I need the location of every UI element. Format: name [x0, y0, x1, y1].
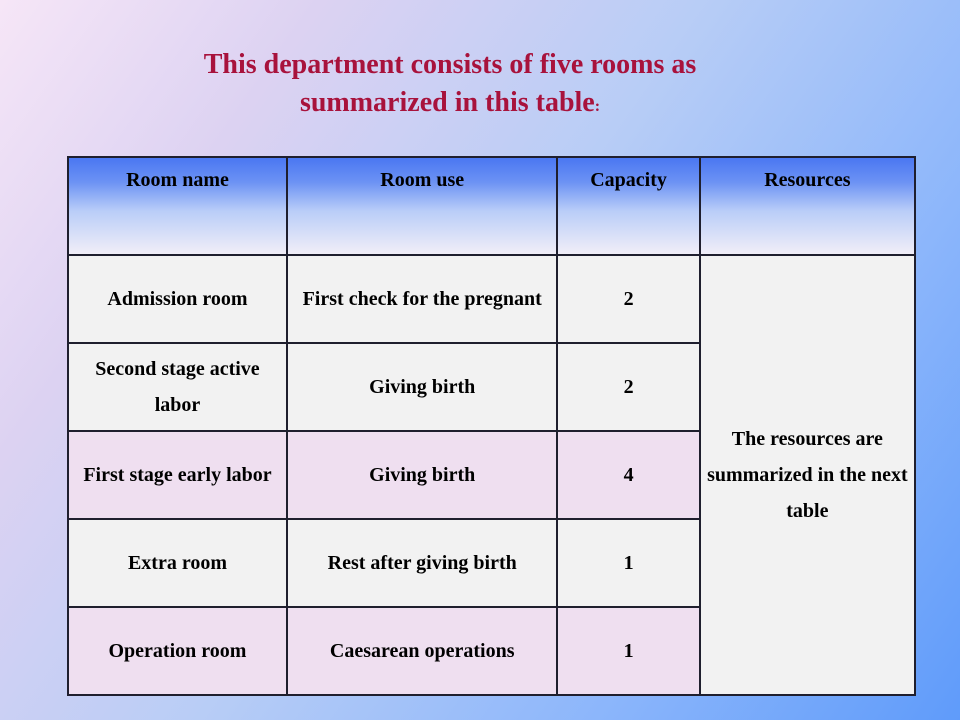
title-line-2-text: summarized in this table [299, 87, 595, 118]
room-use-cell: Giving birth [287, 343, 557, 431]
resources-cell: The resources are summarized in the next table [700, 255, 915, 695]
room-use-cell: Caesarean operations [287, 607, 557, 695]
slide-title [120, 46, 780, 126]
title-colon: : [594, 98, 601, 115]
table-row [68, 255, 915, 343]
header-room-name: Room name [68, 157, 287, 255]
header-capacity: Capacity [557, 157, 699, 255]
capacity-cell: 2 [557, 255, 699, 343]
rooms-table [67, 156, 916, 696]
room-use-cell: First check for the pregnant [287, 255, 557, 343]
room-name-cell: Admission room [68, 255, 287, 343]
header-room-use: Room use [287, 157, 557, 255]
room-name-cell: First stage early labor [68, 431, 287, 519]
capacity-cell: 4 [557, 431, 699, 519]
room-use-cell: Giving birth [287, 431, 557, 519]
capacity-cell: 2 [557, 343, 699, 431]
title-line-1: This department consists of five rooms as [203, 49, 697, 80]
header-resources: Resources [700, 157, 915, 255]
capacity-cell: 1 [557, 607, 699, 695]
room-name-cell: Extra room [68, 519, 287, 607]
room-name-cell: Second stage active labor [68, 343, 287, 431]
room-use-cell: Rest after giving birth [287, 519, 557, 607]
room-name-cell: Operation room [68, 607, 287, 695]
table-header-row [68, 157, 915, 255]
capacity-cell: 1 [557, 519, 699, 607]
title-line-2 [120, 84, 780, 126]
